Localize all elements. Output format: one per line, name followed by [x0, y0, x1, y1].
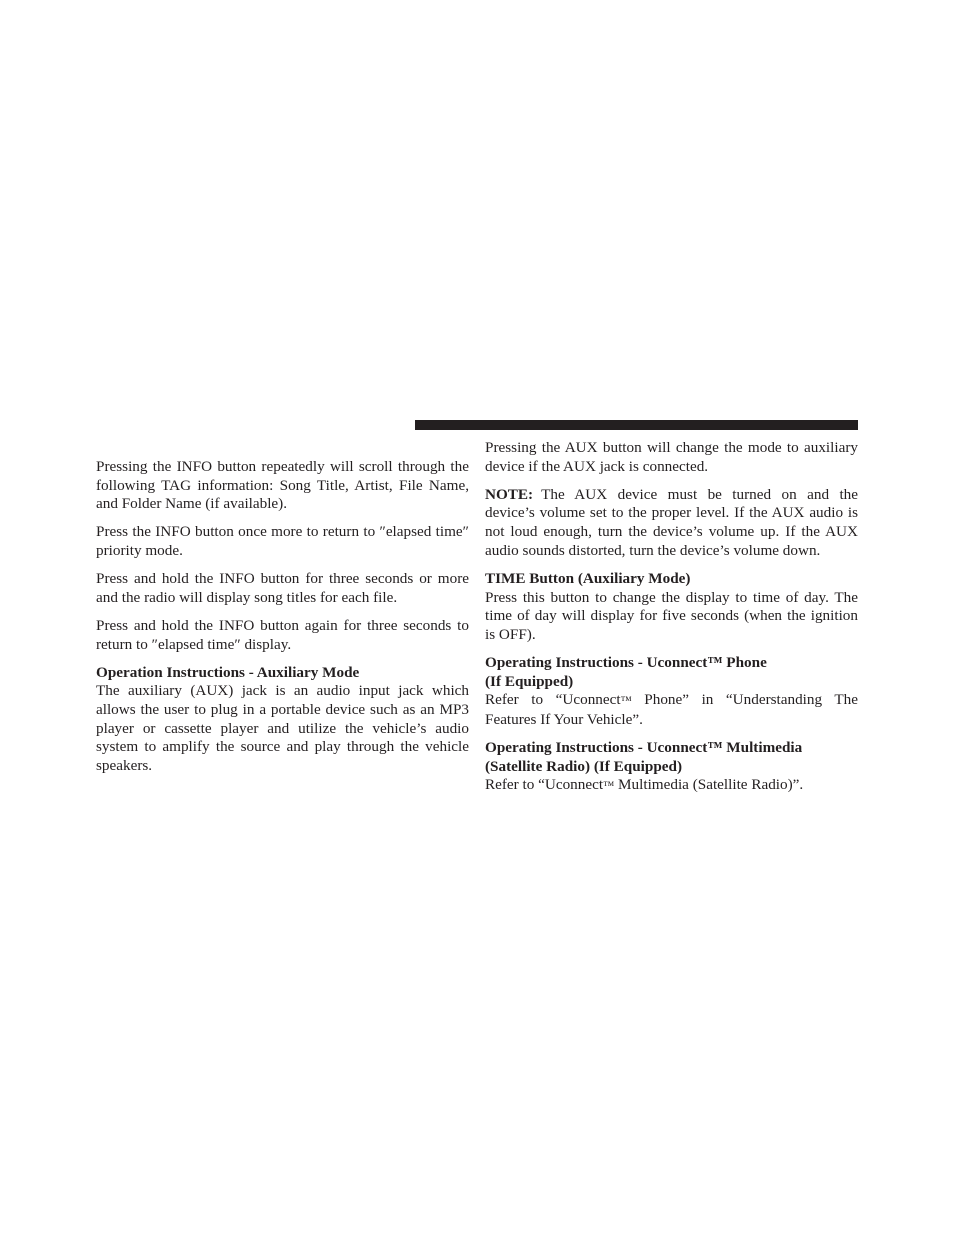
note-paragraph	[485, 486, 858, 561]
aux-mode-heading: Operation Instructions - Auxiliary Mode	[96, 663, 360, 681]
phone-body-tm: ™	[620, 695, 632, 708]
note-text: The AUX device must be turned on and the device’s volume set to the proper level. If the AUX audio is not loud enough, turn the device’s volume up. If the AUX audio sounds distorted, turn the device’s volume down.	[485, 485, 858, 559]
right-column	[485, 439, 858, 796]
header-rule-bar	[415, 420, 858, 430]
multimedia-body	[485, 776, 858, 796]
multimedia-body-post: Multimedia (Satellite Radio)”.	[614, 776, 804, 794]
aux-mode-body: The auxiliary (AUX) jack is an audio input jack which allows the user to plug in a portable device such as an MP3 player or cassette player and utilize the vehicle’s audio system to amplify the source and play through the vehicle speakers.	[96, 682, 469, 775]
info-hold-paragraph: Press and hold the INFO button for three seconds or more and the radio will display song titles for each file.	[96, 570, 469, 606]
multimedia-heading-line2: (Satellite Radio) (If Equipped)	[485, 757, 683, 775]
left-column	[96, 458, 469, 785]
info-scroll-paragraph: Pressing the INFO button repeatedly will scroll through the following TAG information: Song Title, Artist, File Name, and Folder Name (if available).	[96, 458, 469, 513]
aux-button-paragraph: Pressing the AUX button will change the mode to auxiliary device if the AUX jack is connected.	[485, 439, 858, 475]
phone-body	[485, 691, 858, 729]
time-button-heading: TIME Button (Auxiliary Mode)	[485, 569, 691, 587]
multimedia-heading-line1: Operating Instructions - Uconnect™ Multimedia	[485, 739, 803, 757]
phone-heading-line1: Operating Instructions - Uconnect™ Phone	[485, 653, 767, 671]
note-label: NOTE:	[485, 485, 534, 503]
multimedia-body-tm: ™	[603, 780, 615, 793]
info-hold-again-paragraph: Press and hold the INFO button again for three seconds to return to ″elapsed time″ display.	[96, 616, 469, 653]
phone-heading-line2: (If Equipped)	[485, 672, 574, 690]
multimedia-body-pre: Refer to “Uconnect	[485, 776, 604, 794]
phone-body-pre: Refer to “Uconnect	[485, 691, 621, 709]
time-button-body: Press this button to change the display to time of day. The time of day will display for five seconds (when the ignition is OFF).	[485, 588, 858, 643]
info-return-paragraph: Press the INFO button once more to return to ″elapsed time″ priority mode.	[96, 523, 469, 560]
phone-body-post: Phone” in “Understanding The Features If Your Vehicle”.	[485, 691, 858, 729]
